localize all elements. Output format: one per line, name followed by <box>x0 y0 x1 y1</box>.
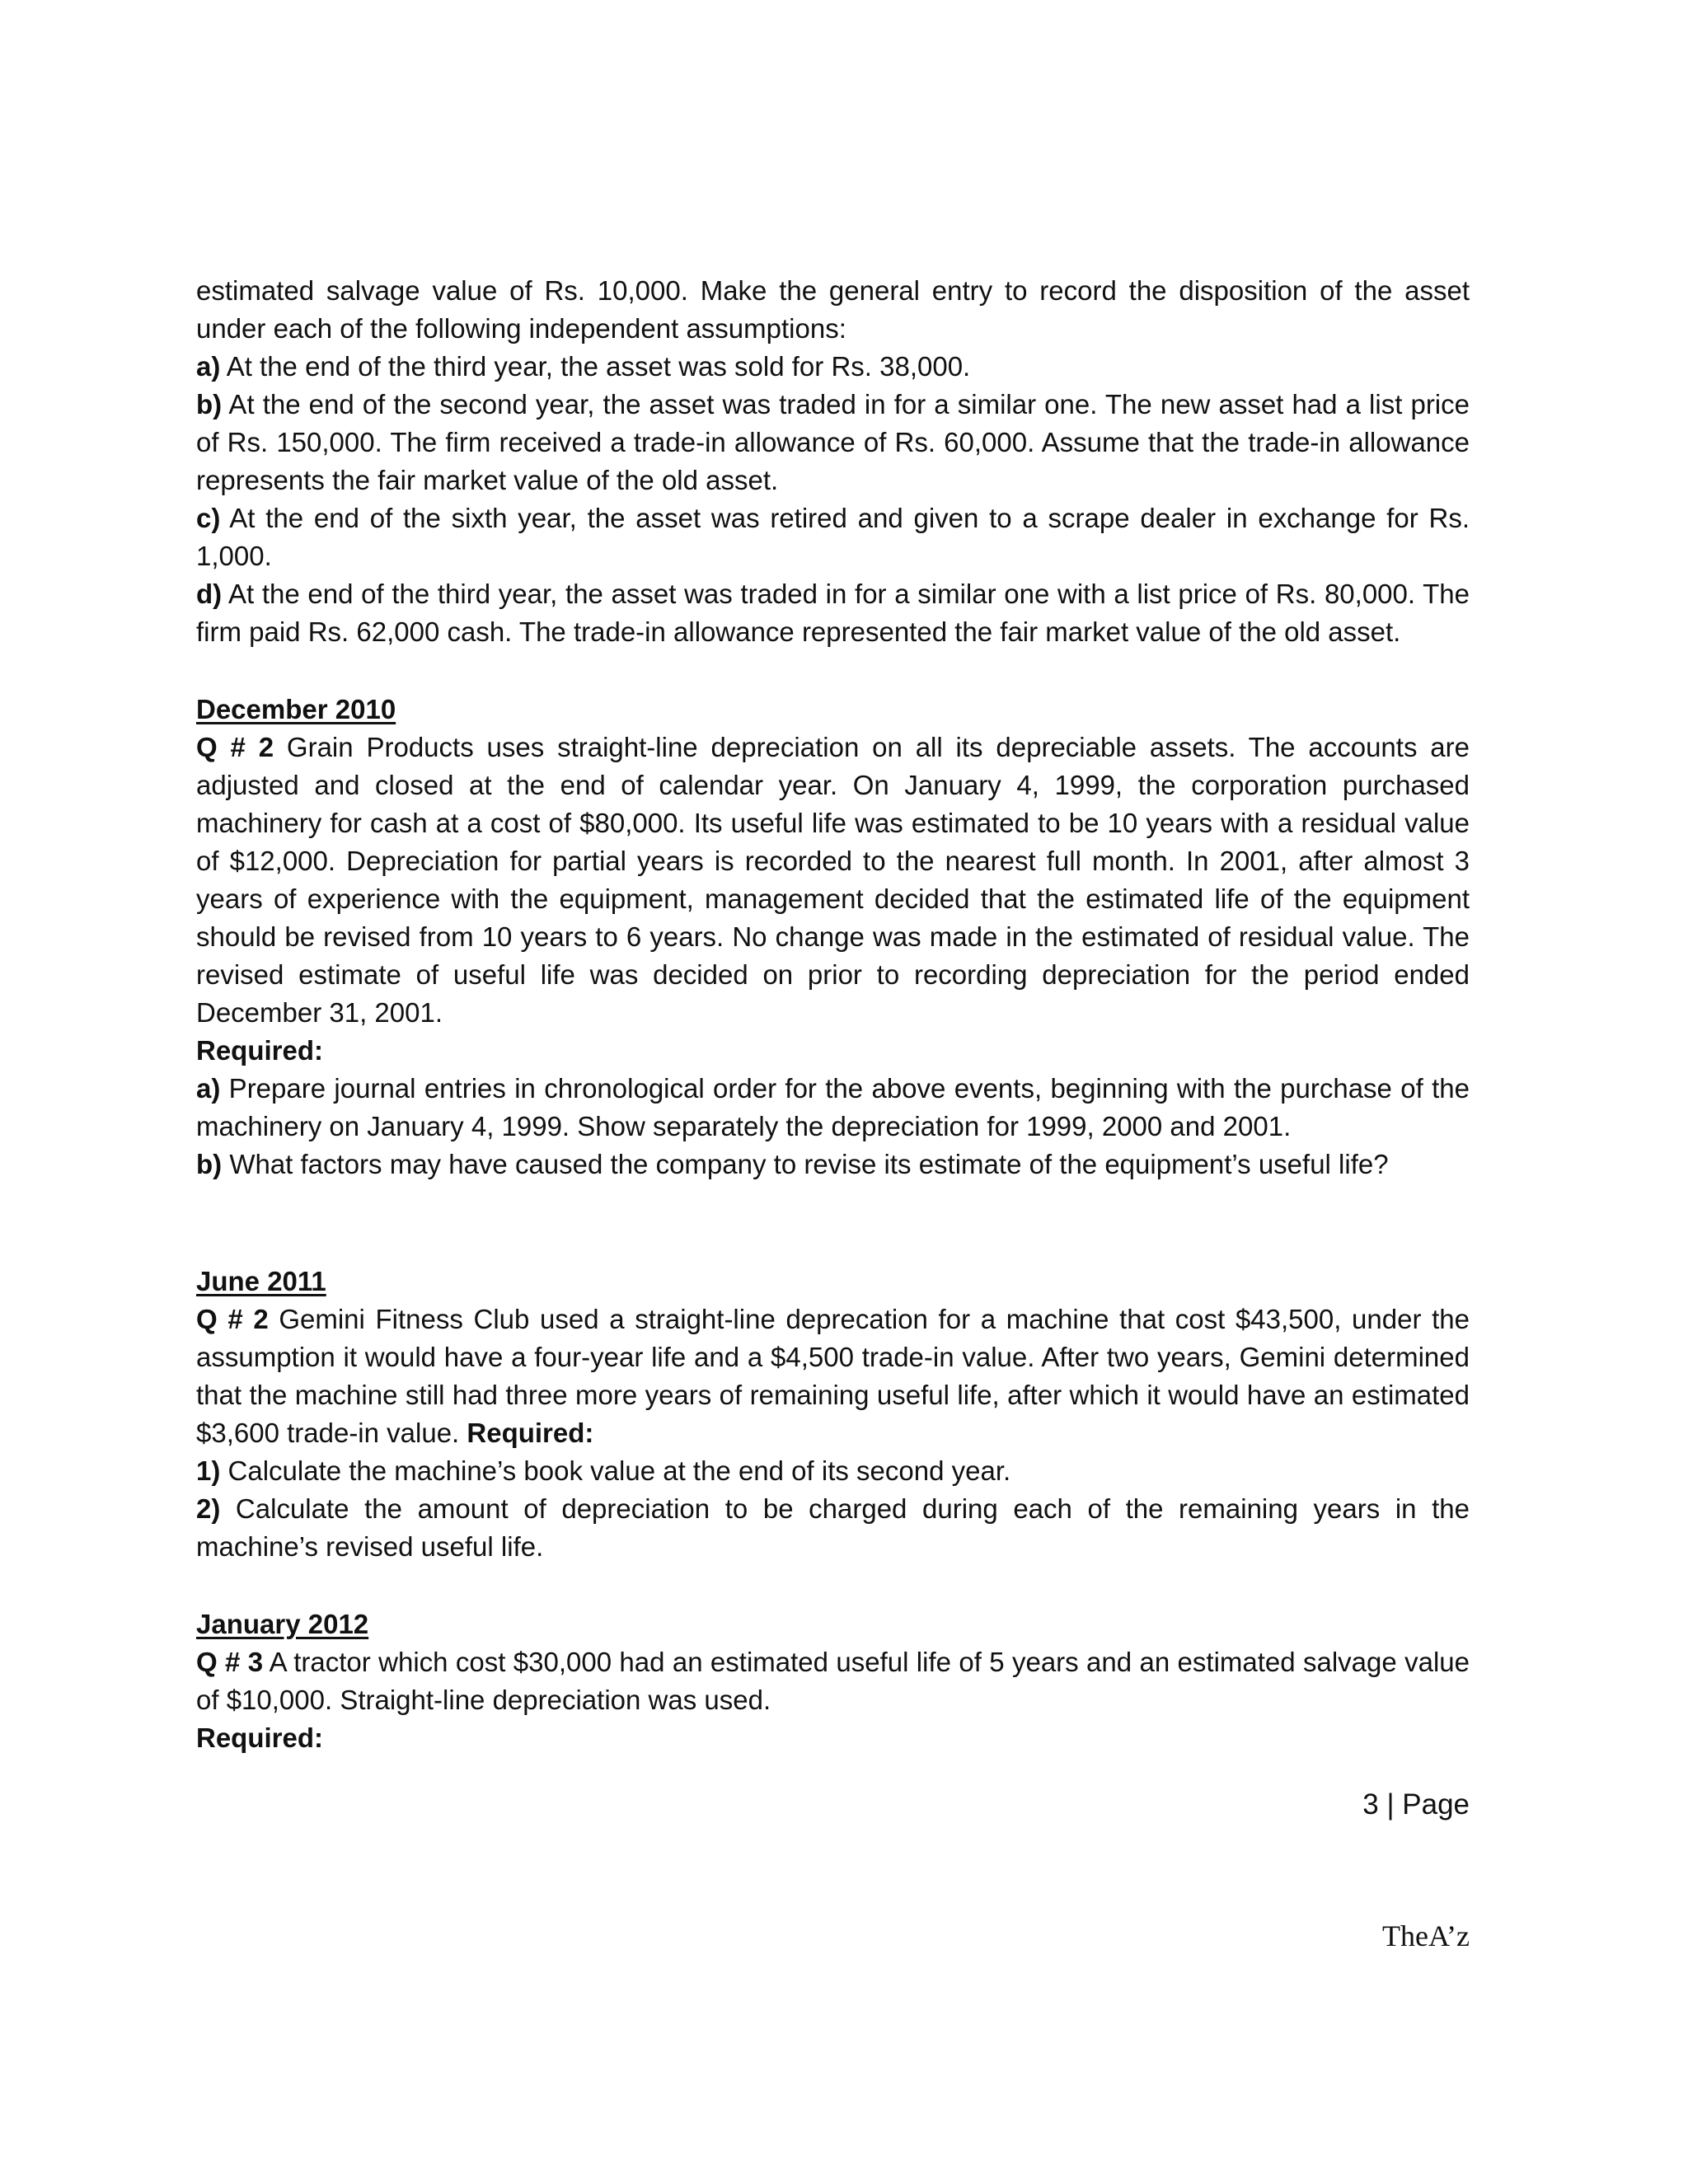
question-label: Q # 2 <box>196 732 274 762</box>
question-paragraph <box>196 1301 1470 1452</box>
item-label: 1) <box>196 1455 221 1486</box>
item-label: b) <box>196 1149 223 1179</box>
item-text: At the end of the third year, the asset was traded in for a similar one with a list price of Rs. 80,000. The firm paid Rs. 62,000 cash. The trade-in allowance represented the fair market value of the old asset. <box>196 579 1470 647</box>
item-text: Calculate the machine’s book value at the end of its second year. <box>220 1455 1011 1486</box>
item-text: What factors may have caused the company to revise its estimate of the equipment’s useful life? <box>222 1149 1389 1179</box>
section-heading-dec-2010: December 2010 <box>196 694 396 724</box>
requirement-1 <box>196 1452 1470 1490</box>
item-text: At the end of the second year, the asset was traded in for a similar one. The new asset had a list price of Rs. 150,000. The firm received a trade-in allowance of Rs. 60,000. Assume that the trade-in allowance represents the fair market value of the old asset. <box>196 389 1470 495</box>
item-label: b) <box>196 389 223 419</box>
page-content <box>196 272 1470 1757</box>
item-label: a) <box>196 351 221 382</box>
required-label: Required: <box>467 1418 594 1448</box>
question-text: Grain Products uses straight-line depreciation on all its depreciable assets. The accounts are adjusted and closed at the end of calendar year. On January 4, 1999, the corporation purchased machinery for cash at a cost of $80,000. Its useful life was estimated to be 10 years with a residual value of $12,000. Depreciation for partial years is recorded to the nearest full month. In 2001, after almost 3 years of experience with the equipment, management decided that the estimated life of the equipment should be revised from 10 years to 6 years. No change was made in the estimated of residual value. The revised estimate of useful life was decided on prior to recording depreciation for the period ended December 31, 2001. <box>196 732 1470 1028</box>
item-text: Prepare journal entries in chronological order for the above events, beginning with the purchase of the machinery on January 4, 1999. Show separately the depreciation for 1999, 2000 and 2001. <box>196 1073 1470 1141</box>
requirement-2 <box>196 1490 1470 1566</box>
assumption-a <box>196 348 1470 386</box>
requirement-a <box>196 1070 1470 1146</box>
intro-paragraph: estimated salvage value of Rs. 10,000. Make the general entry to record the disposition of the asset under each of the following independent assumptions: <box>196 275 1470 344</box>
question-label: Q # 2 <box>196 1304 269 1334</box>
assumption-c <box>196 499 1470 575</box>
item-text: At the end of the sixth year, the asset was retired and given to a scrape dealer in exchange for Rs. 1,000. <box>196 503 1470 571</box>
question-paragraph <box>196 1643 1470 1719</box>
item-label: d) <box>196 579 223 609</box>
required-label: Required: <box>196 1722 324 1753</box>
page-number: 3 | Page <box>1362 1788 1470 1821</box>
question-text: Gemini Fitness Club used a straight-line deprecation for a machine that cost $43,500, under the assumption it would have a four-year life and a $4,500 trade-in value. After two years, Gemini determined that the machine still had three more years of remaining useful life, after which it would have an estimated $3,600 trade-in value. <box>196 1304 1470 1448</box>
question-paragraph <box>196 729 1470 1032</box>
item-label: 2) <box>196 1493 221 1524</box>
required-label: Required: <box>196 1035 324 1066</box>
assumption-d <box>196 575 1470 651</box>
section-heading-jun-2011: June 2011 <box>196 1266 326 1296</box>
question-label: Q # 3 <box>196 1647 264 1677</box>
requirement-b <box>196 1146 1470 1183</box>
footer-watermark: TheA’z <box>1382 1919 1470 1952</box>
section-heading-jan-2012: January 2012 <box>196 1609 369 1639</box>
question-text: A tractor which cost $30,000 had an estimated useful life of 5 years and an estimated salvage value of $10,000. Straight-line depreciation was used. <box>196 1647 1470 1715</box>
item-label: c) <box>196 503 221 533</box>
assumption-b <box>196 386 1470 499</box>
item-label: a) <box>196 1073 221 1104</box>
item-text: Calculate the amount of depreciation to be charged during each of the remaining years in the machine’s revised useful life. <box>196 1493 1470 1562</box>
item-text: At the end of the third year, the asset was sold for Rs. 38,000. <box>220 351 971 382</box>
